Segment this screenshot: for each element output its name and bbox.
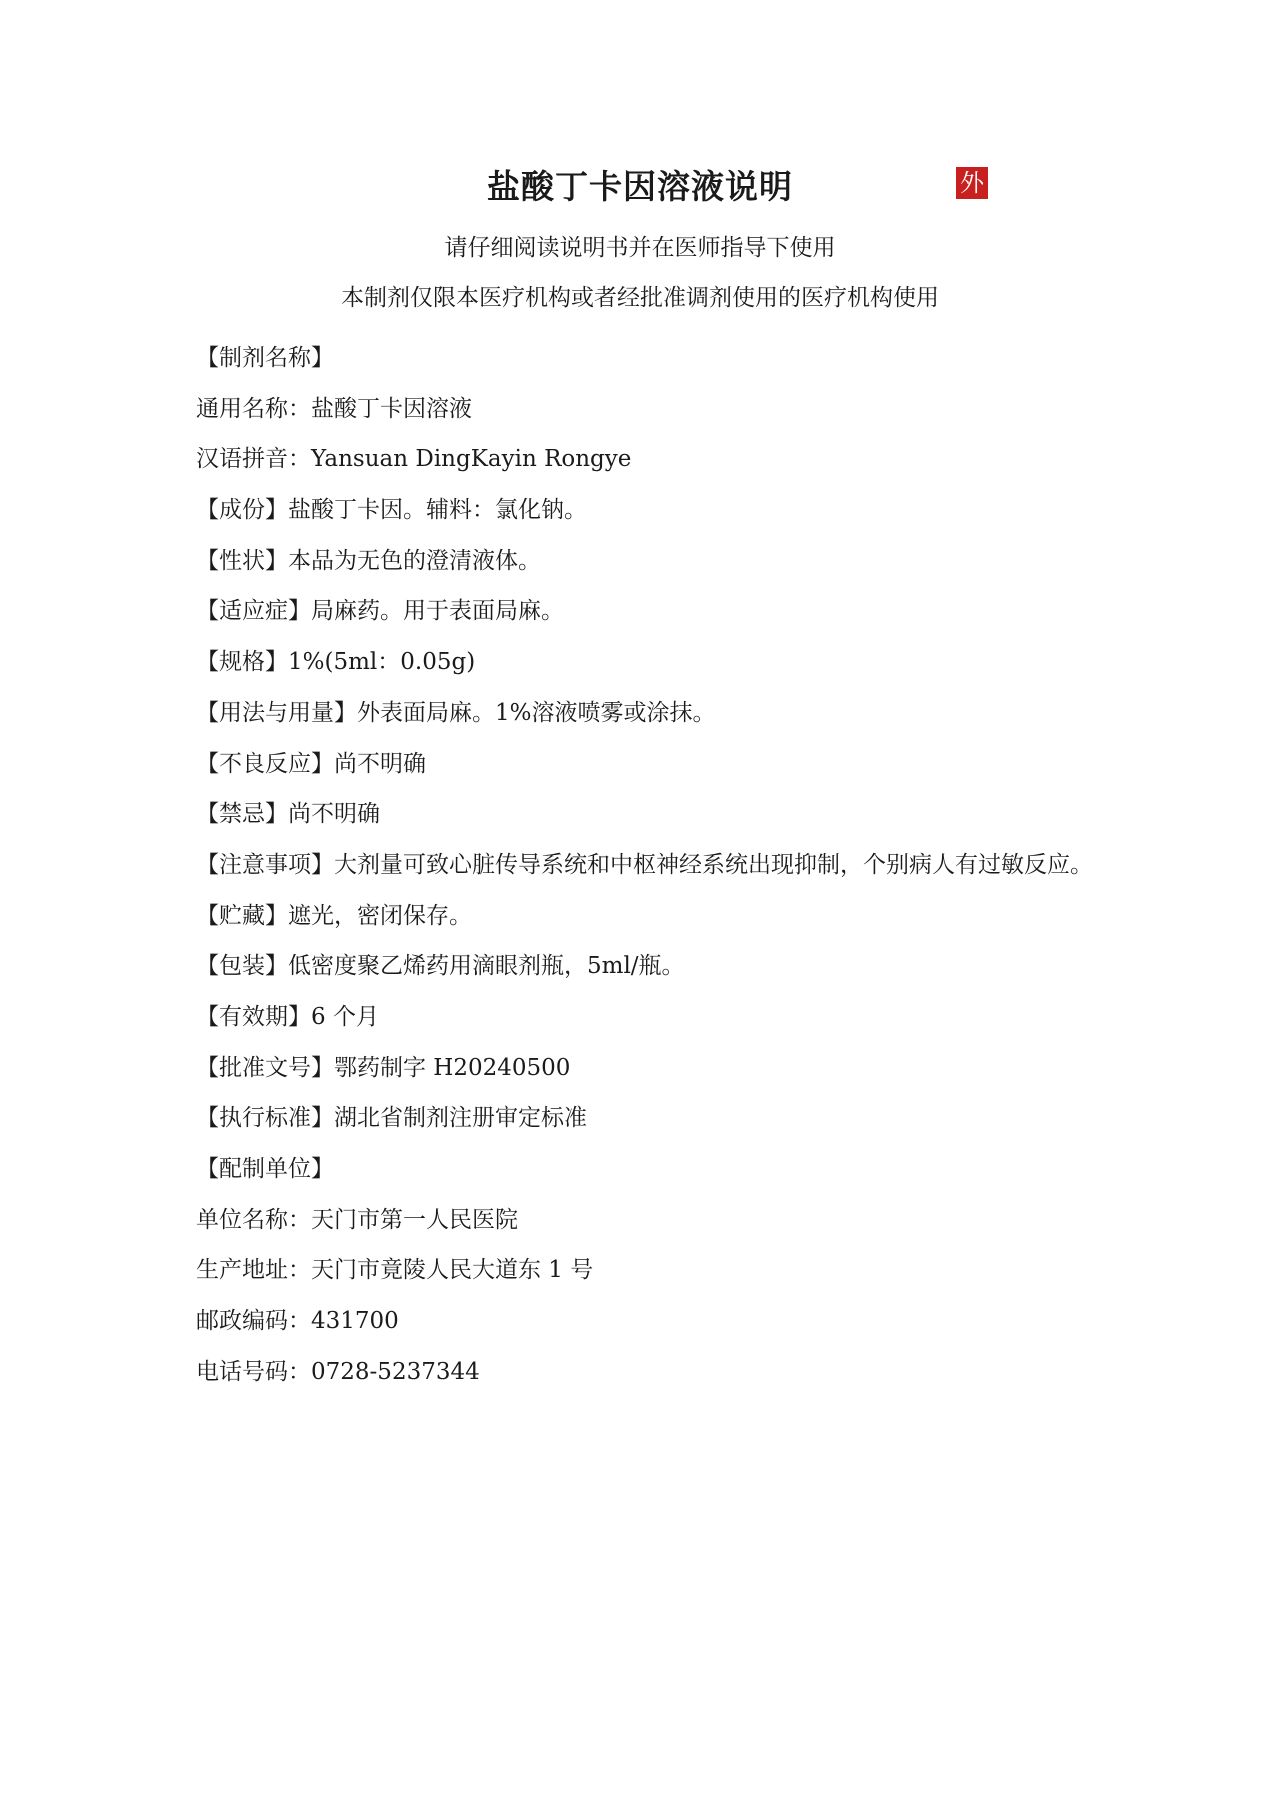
- section-packaging: 【包装】低密度聚乙烯药用滴眼剂瓶，5ml/瓶。: [196, 953, 685, 980]
- pinyin-name: 汉语拼音：Yansuan DingKayin Rongye: [196, 446, 632, 473]
- section-indications: 【适应症】局麻药。用于表面局麻。: [196, 598, 564, 625]
- section-manufacturer: 【配制单位】: [196, 1156, 334, 1183]
- phone-number: 电话号码：0728-5237344: [196, 1358, 480, 1385]
- subtitle-instruction: 请仔细阅读说明书并在医师指导下使用: [444, 235, 836, 261]
- document-title: 盐酸丁卡因溶液说明: [487, 167, 793, 206]
- section-standard: 【执行标准】湖北省制剂注册审定标准: [196, 1105, 587, 1132]
- section-approval-number: 【批准文号】鄂药制字 H20240500: [196, 1054, 571, 1081]
- section-ingredients: 【成份】盐酸丁卡因。辅料：氯化钠。: [196, 497, 587, 524]
- subtitle-restriction: 本制剂仅限本医疗机构或者经批准调剂使用的医疗机构使用: [341, 285, 939, 311]
- section-specification: 【规格】1%(5ml：0.05g): [196, 649, 476, 676]
- section-dosage: 【用法与用量】外表面局麻。1%溶液喷雾或涂抹。: [196, 699, 716, 726]
- document-body: [196, 333, 1096, 1397]
- section-contraindications: 【禁忌】尚不明确: [196, 801, 380, 828]
- section-appearance: 【性状】本品为无色的澄清液体。: [196, 547, 541, 574]
- section-shelf-life: 【有效期】6 个月: [196, 1003, 379, 1030]
- external-use-badge: 外: [956, 167, 988, 199]
- section-preparation-name: 【制剂名称】: [196, 345, 334, 371]
- postal-code: 邮政编码：431700: [196, 1308, 399, 1335]
- section-adverse-reactions: 【不良反应】尚不明确: [196, 750, 426, 777]
- section-storage: 【贮藏】遮光，密闭保存。: [196, 902, 472, 929]
- section-precautions: 【注意事项】大剂量可致心脏传导系统和中枢神经系统出现抑制，个别病人有过敏反应。: [196, 851, 1093, 878]
- manufacturer-name: 单位名称：天门市第一人民医院: [196, 1206, 518, 1233]
- manufacturer-address: 生产地址：天门市竟陵人民大道东 1 号: [196, 1257, 594, 1284]
- generic-name: 通用名称：盐酸丁卡因溶液: [196, 395, 472, 422]
